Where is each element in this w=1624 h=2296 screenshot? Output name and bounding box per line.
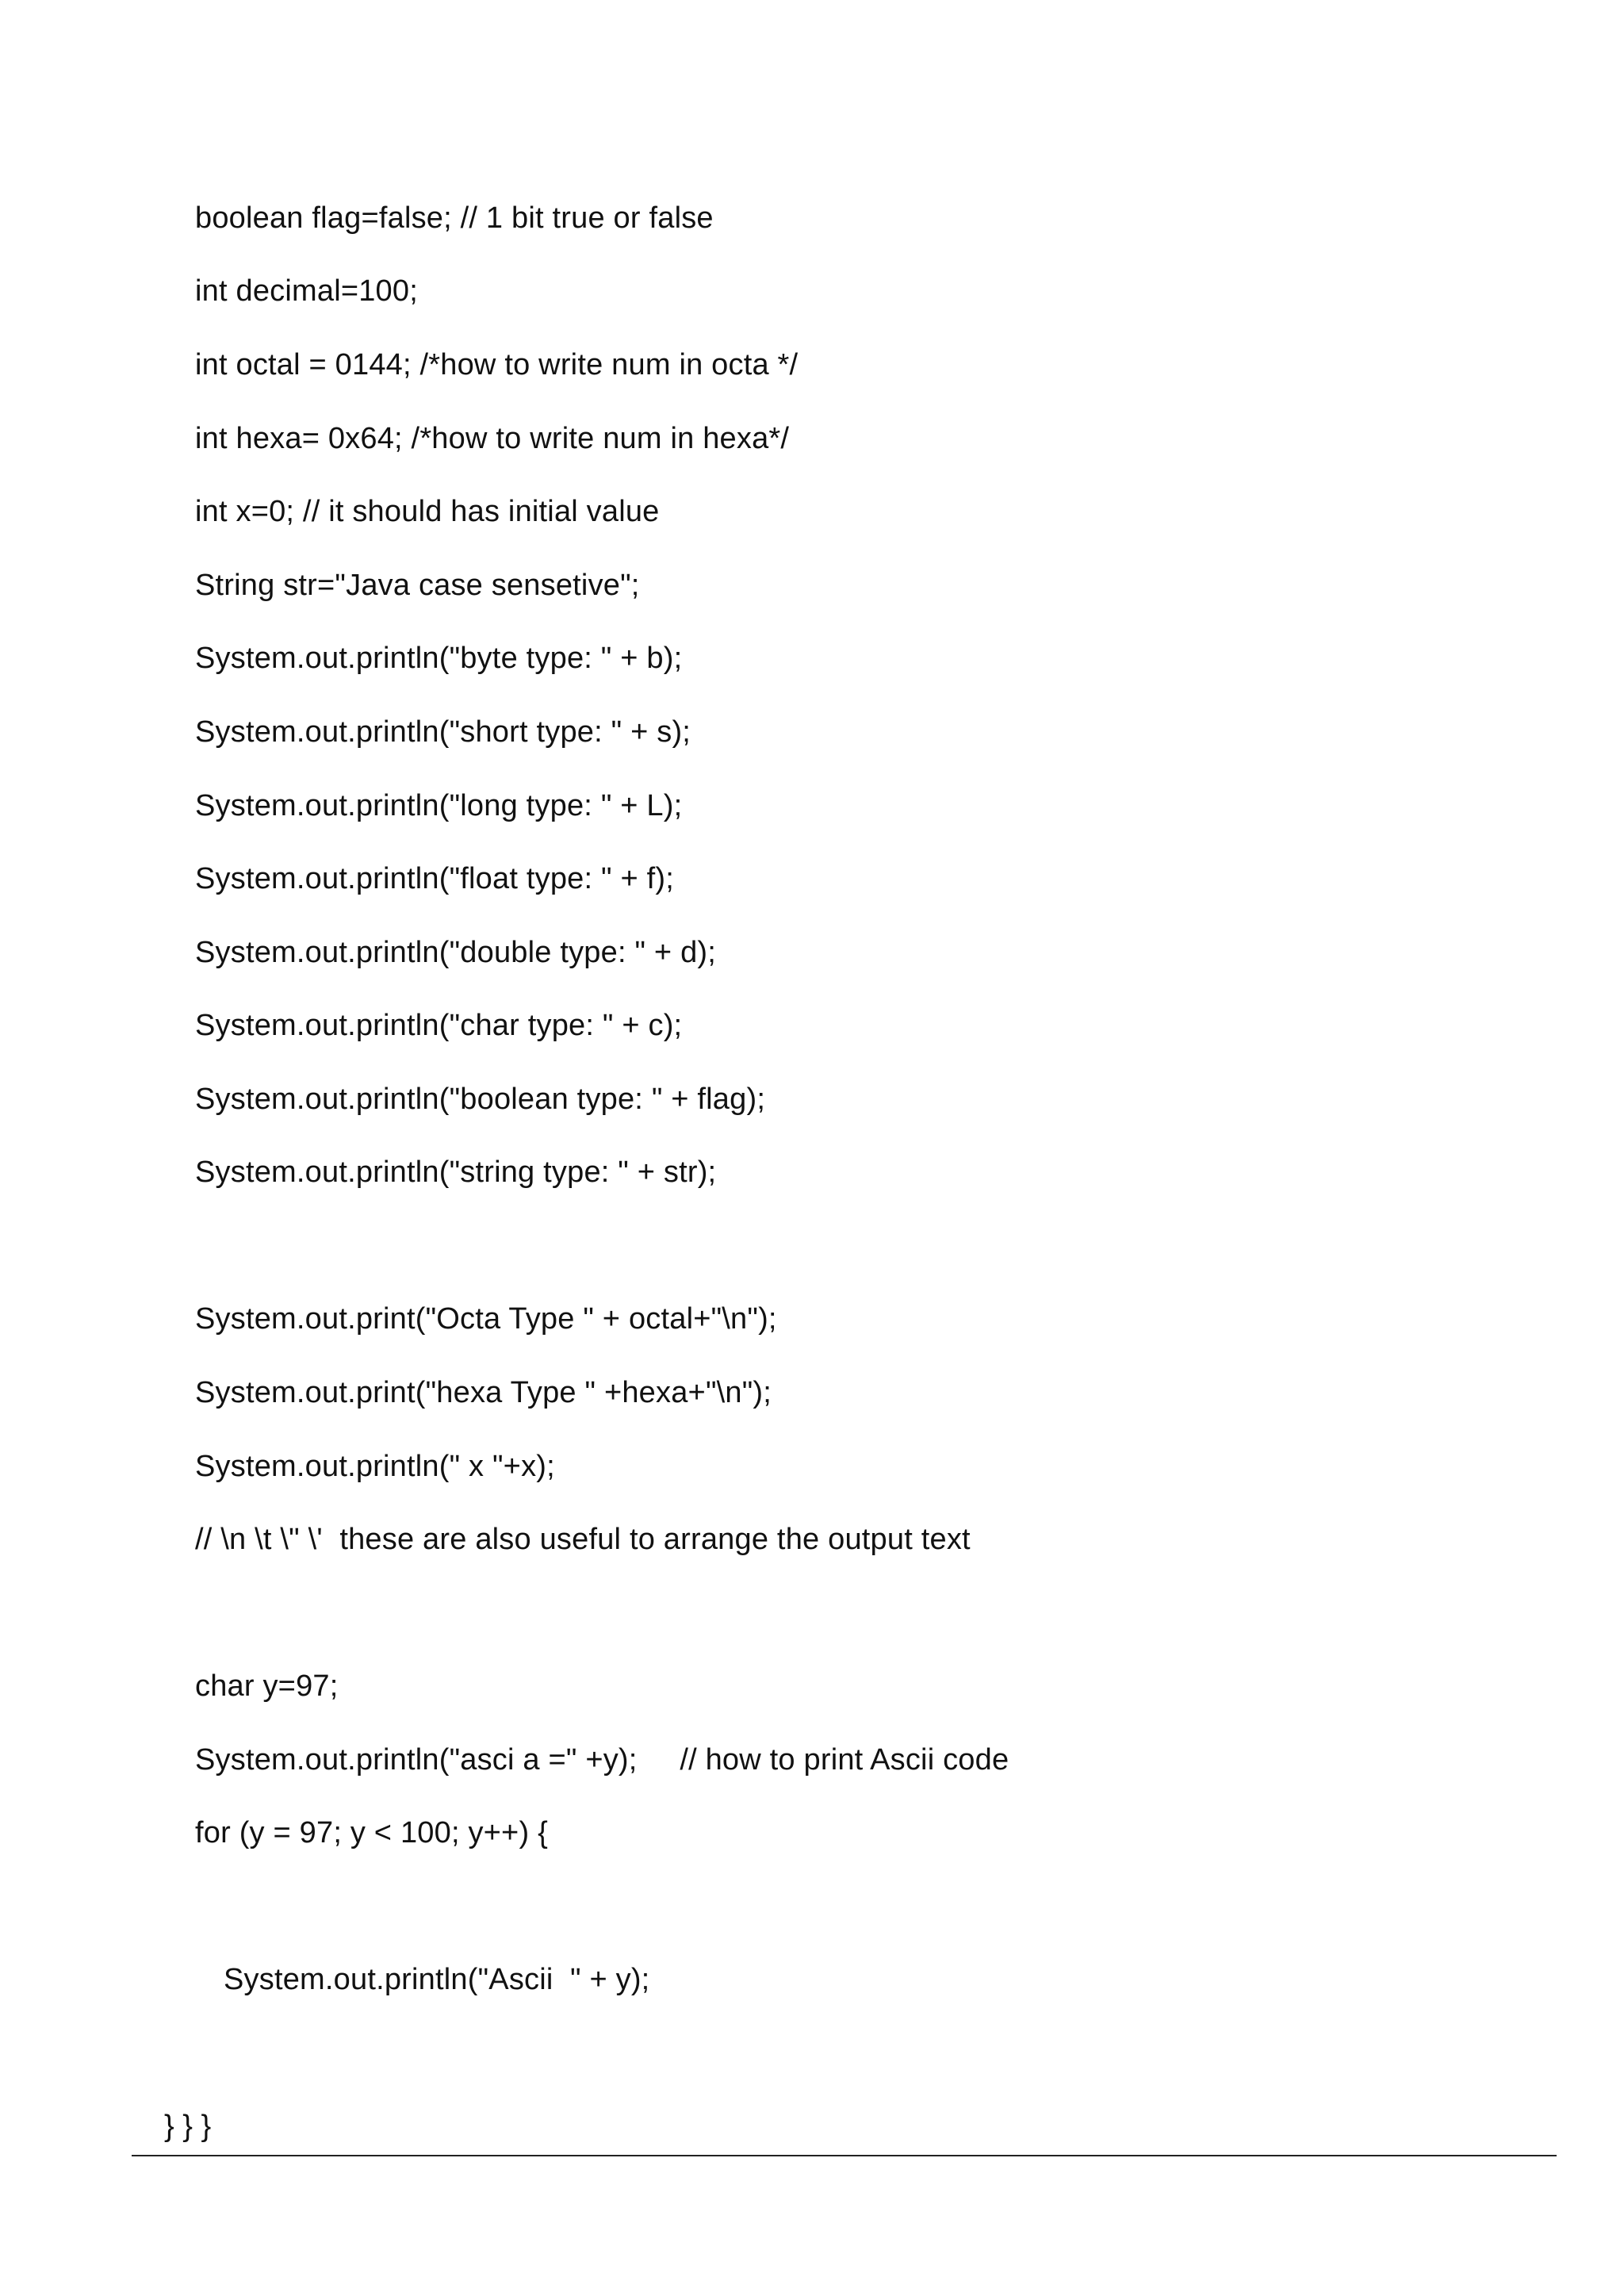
code-line-print-string: System.out.println("string type: " + str); (195, 1156, 717, 1189)
code-line-int-octal: int octal = 0144; /*how to write num in octa */ (195, 348, 799, 381)
code-line-print-float: System.out.println("float type: " + f); (195, 862, 674, 895)
code-line-print-x: System.out.println(" x "+x); (195, 1450, 555, 1483)
code-line-print-ascii-loop: System.out.println("Ascii " + y); (224, 1963, 650, 1996)
code-line-for-loop: for (y = 97; y < 100; y++) { (195, 1816, 548, 1849)
code-line-print-octa: System.out.print("Octa Type " + octal+"\n"); (195, 1302, 777, 1336)
code-line-int-decimal: int decimal=100; (195, 274, 418, 308)
footer-rule (132, 2155, 1557, 2156)
code-line-print-boolean: System.out.println("boolean type: " + flag); (195, 1083, 766, 1116)
code-line-escape-comment: // \n \t \" \' these are also useful to arrange the output text (195, 1523, 971, 1556)
closing-braces: } } } (164, 2110, 212, 2143)
code-line-print-hexa: System.out.print("hexa Type " +hexa+"\n"); (195, 1376, 772, 1409)
code-line-print-byte: System.out.println("byte type: " + b); (195, 642, 683, 675)
code-line-boolean-flag: boolean flag=false; // 1 bit true or false (195, 201, 714, 235)
code-line-string-str: String str="Java case sensetive"; (195, 569, 640, 602)
code-line-int-hexa: int hexa= 0x64; /*how to write num in hexa*/ (195, 422, 790, 455)
code-line-int-x: int x=0; // it should has initial value (195, 495, 660, 528)
code-line-print-long: System.out.println("long type: " + L); (195, 789, 683, 822)
code-line-print-asci: System.out.println("asci a =" +y); // how to print Ascii code (195, 1743, 1009, 1777)
code-line-print-char: System.out.println("char type: " + c); (195, 1009, 683, 1042)
code-line-print-short: System.out.println("short type: " + s); (195, 715, 691, 749)
code-line-print-double: System.out.println("double type: " + d); (195, 936, 717, 969)
code-line-char-y: char y=97; (195, 1669, 339, 1703)
